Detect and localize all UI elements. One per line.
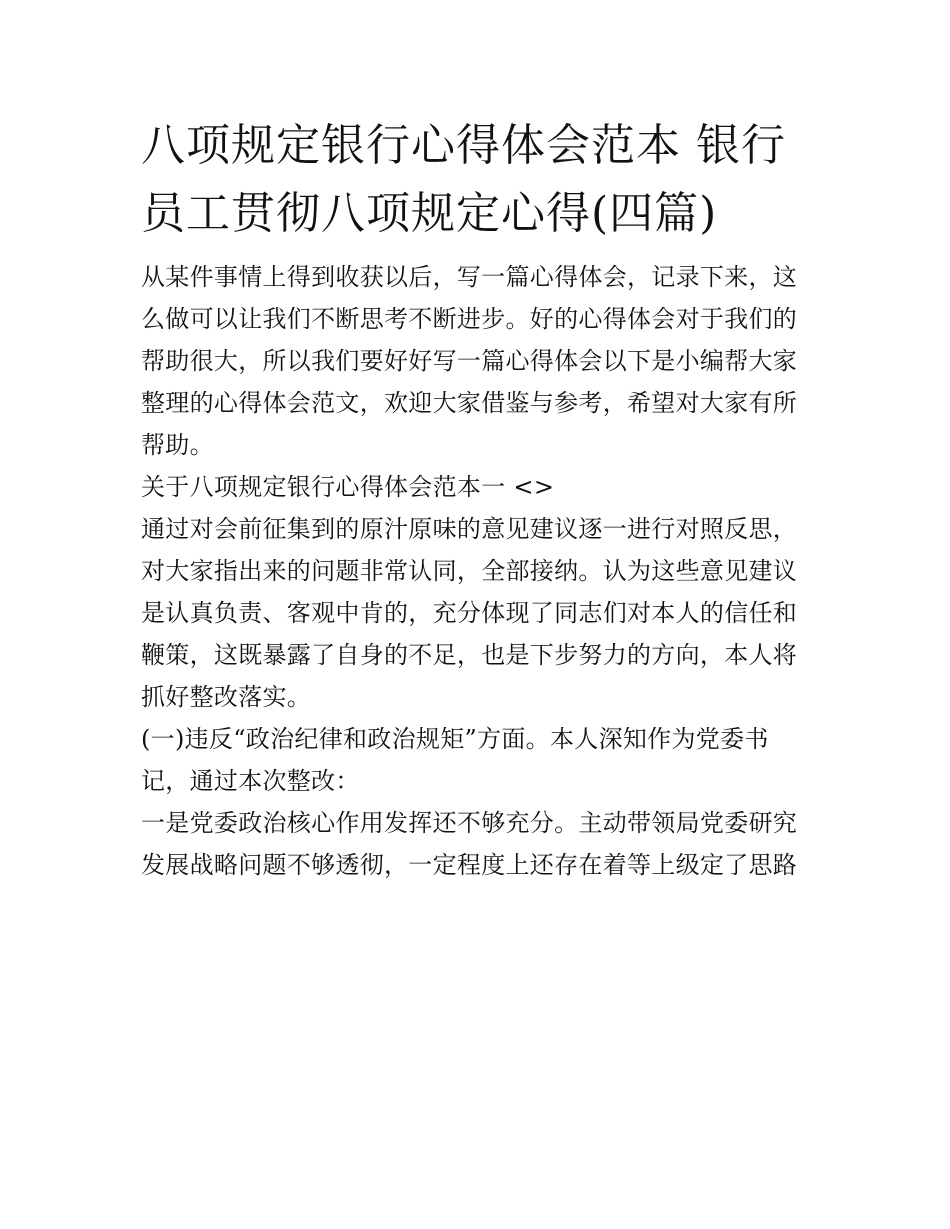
intro-paragraph: 从某件事情上得到收获以后，写一篇心得体会，记录下来，这么做可以让我们不断思考不断进步。好的心得体会对于我们的帮助很大，所以我们要好好写一篇心得体会以下是小编帮大家整理的心得体会范文，欢迎大家借鉴与参考，希望对大家有所帮助。 (141, 263, 798, 459)
body-paragraph: 通过对会前征集到的原汁原味的意见建议逐一进行对照反思，对大家指出来的问题非常认同，全部接纳。认为这些意见建议是认真负责、客观中肯的，充分体现了同志们对本人的信任和鞭策，这既暴露了自身的不足，也是下步努力的方向，本人将抓好整改落实。 (141, 515, 798, 711)
subsection-heading: (一)违反“政治纪律和政治规矩”方面。本人深知作为党委书记，通过本次整改： (141, 725, 769, 795)
document-body (141, 256, 813, 886)
section-heading: 关于八项规定银行心得体会范本一 <> (141, 473, 555, 501)
document-title: 八项规定银行心得体会范本 银行员工贯彻八项规定心得(四篇) (141, 120, 786, 239)
body-paragraph: 一是党委政治核心作用发挥还不够充分。主动带领局党委研究发展战略问题不够透彻，一定程度上还存在着等上级定了思路 (141, 809, 798, 879)
document-content (141, 112, 813, 886)
